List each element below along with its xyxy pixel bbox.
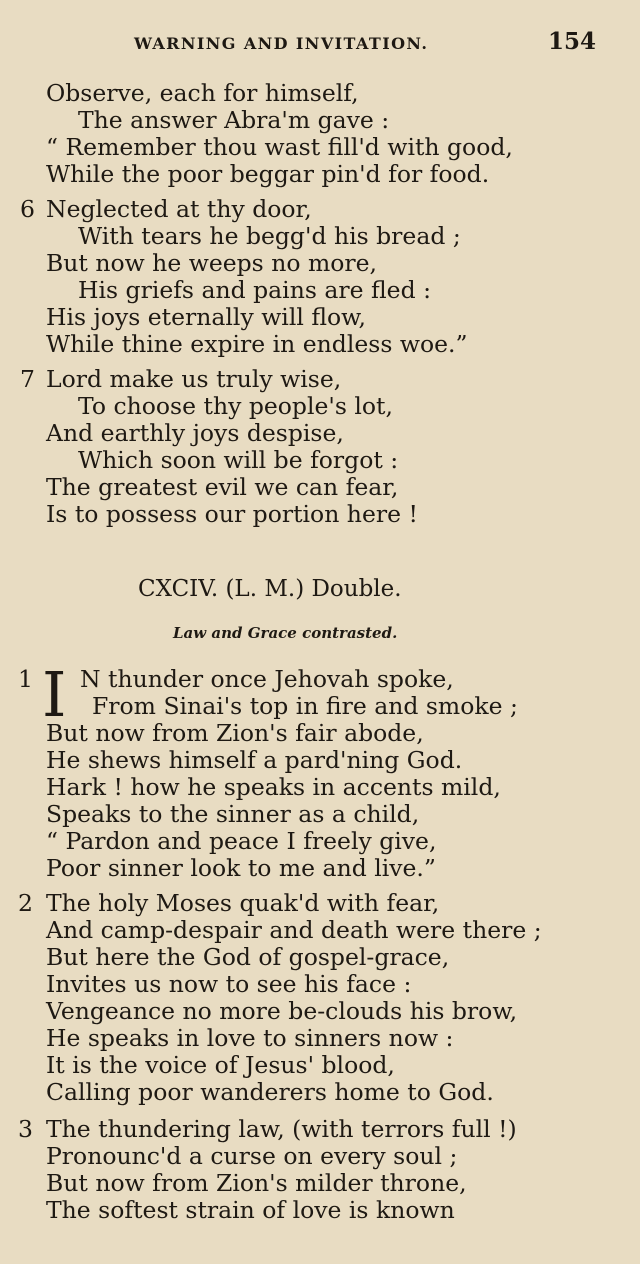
- verse-line: The softest strain of love is known: [46, 1196, 455, 1224]
- verse-line: But now from Zion's milder throne,: [46, 1169, 467, 1197]
- verse-line: And earthly joys despise,: [46, 419, 344, 447]
- hymn-subtitle: Law and Grace contrasted.: [173, 624, 398, 642]
- hymn-heading: CXCIV. (L. M.) Double.: [138, 576, 402, 602]
- verse-line: To choose thy people's lot,: [78, 392, 393, 420]
- drop-cap: I: [42, 658, 67, 731]
- verse-line: While the poor beggar pin'd for food.: [46, 160, 490, 188]
- verse-line: His griefs and pains are fled :: [78, 276, 431, 304]
- running-head: WARNING AND INVITATION.: [134, 34, 429, 53]
- verse-line: He speaks in love to sinners now :: [46, 1024, 454, 1052]
- verse-line: Poor sinner look to me and live.”: [46, 854, 436, 882]
- verse-line: Which soon will be forgot :: [78, 446, 399, 474]
- verse-line: The greatest evil we can fear,: [46, 473, 399, 501]
- verse-line: His joys eternally will flow,: [46, 303, 366, 331]
- stanza-number: 2: [18, 889, 33, 917]
- verse-line: From Sinai's top in fire and smoke ;: [92, 692, 518, 720]
- stanza-number: 3: [18, 1115, 33, 1143]
- page-number: 154: [548, 28, 597, 55]
- stanza-number: 6: [20, 195, 35, 223]
- verse-line: The thundering law, (with terrors full !): [46, 1115, 517, 1143]
- verse-line: Invites us now to see his face :: [46, 970, 412, 998]
- page-header: [0, 28, 640, 62]
- verse-line: Calling poor wanderers home to God.: [46, 1078, 494, 1106]
- verse-line: Lord make us truly wise,: [46, 365, 342, 393]
- verse-line: But now from Zion's fair abode,: [46, 719, 424, 747]
- stanza-number: 7: [20, 365, 35, 393]
- verse-line: With tears he begg'd his bread ;: [78, 222, 461, 250]
- verse-line: Speaks to the sinner as a child,: [46, 800, 420, 828]
- verse-line: The holy Moses quak'd with fear,: [46, 889, 440, 917]
- verse-line: The answer Abra'm gave :: [78, 106, 390, 134]
- verse-line: Neglected at thy door,: [46, 195, 312, 223]
- verse-line: But now he weeps no more,: [46, 249, 377, 277]
- verse-line: Observe, each for himself,: [46, 79, 359, 107]
- verse-line: N thunder once Jehovah spoke,: [80, 665, 454, 693]
- stanza-number: 1: [18, 665, 33, 693]
- verse-line: Is to possess our portion here !: [46, 500, 418, 528]
- verse-line: He shews himself a pard'ning God.: [46, 746, 463, 774]
- verse-line: “ Remember thou wast fill'd with good,: [46, 133, 513, 161]
- verse-line: But here the God of gospel-grace,: [46, 943, 450, 971]
- verse-line: Vengeance no more be-clouds his brow,: [46, 997, 518, 1025]
- verse-line: Hark ! how he speaks in accents mild,: [46, 773, 501, 801]
- verse-line: While thine expire in endless woe.”: [46, 330, 468, 358]
- verse-line: Pronounc'd a curse on every soul ;: [46, 1142, 458, 1170]
- verse-line: It is the voice of Jesus' blood,: [46, 1051, 395, 1079]
- verse-line: “ Pardon and peace I freely give,: [46, 827, 437, 855]
- verse-line: And camp-despair and death were there ;: [46, 916, 542, 944]
